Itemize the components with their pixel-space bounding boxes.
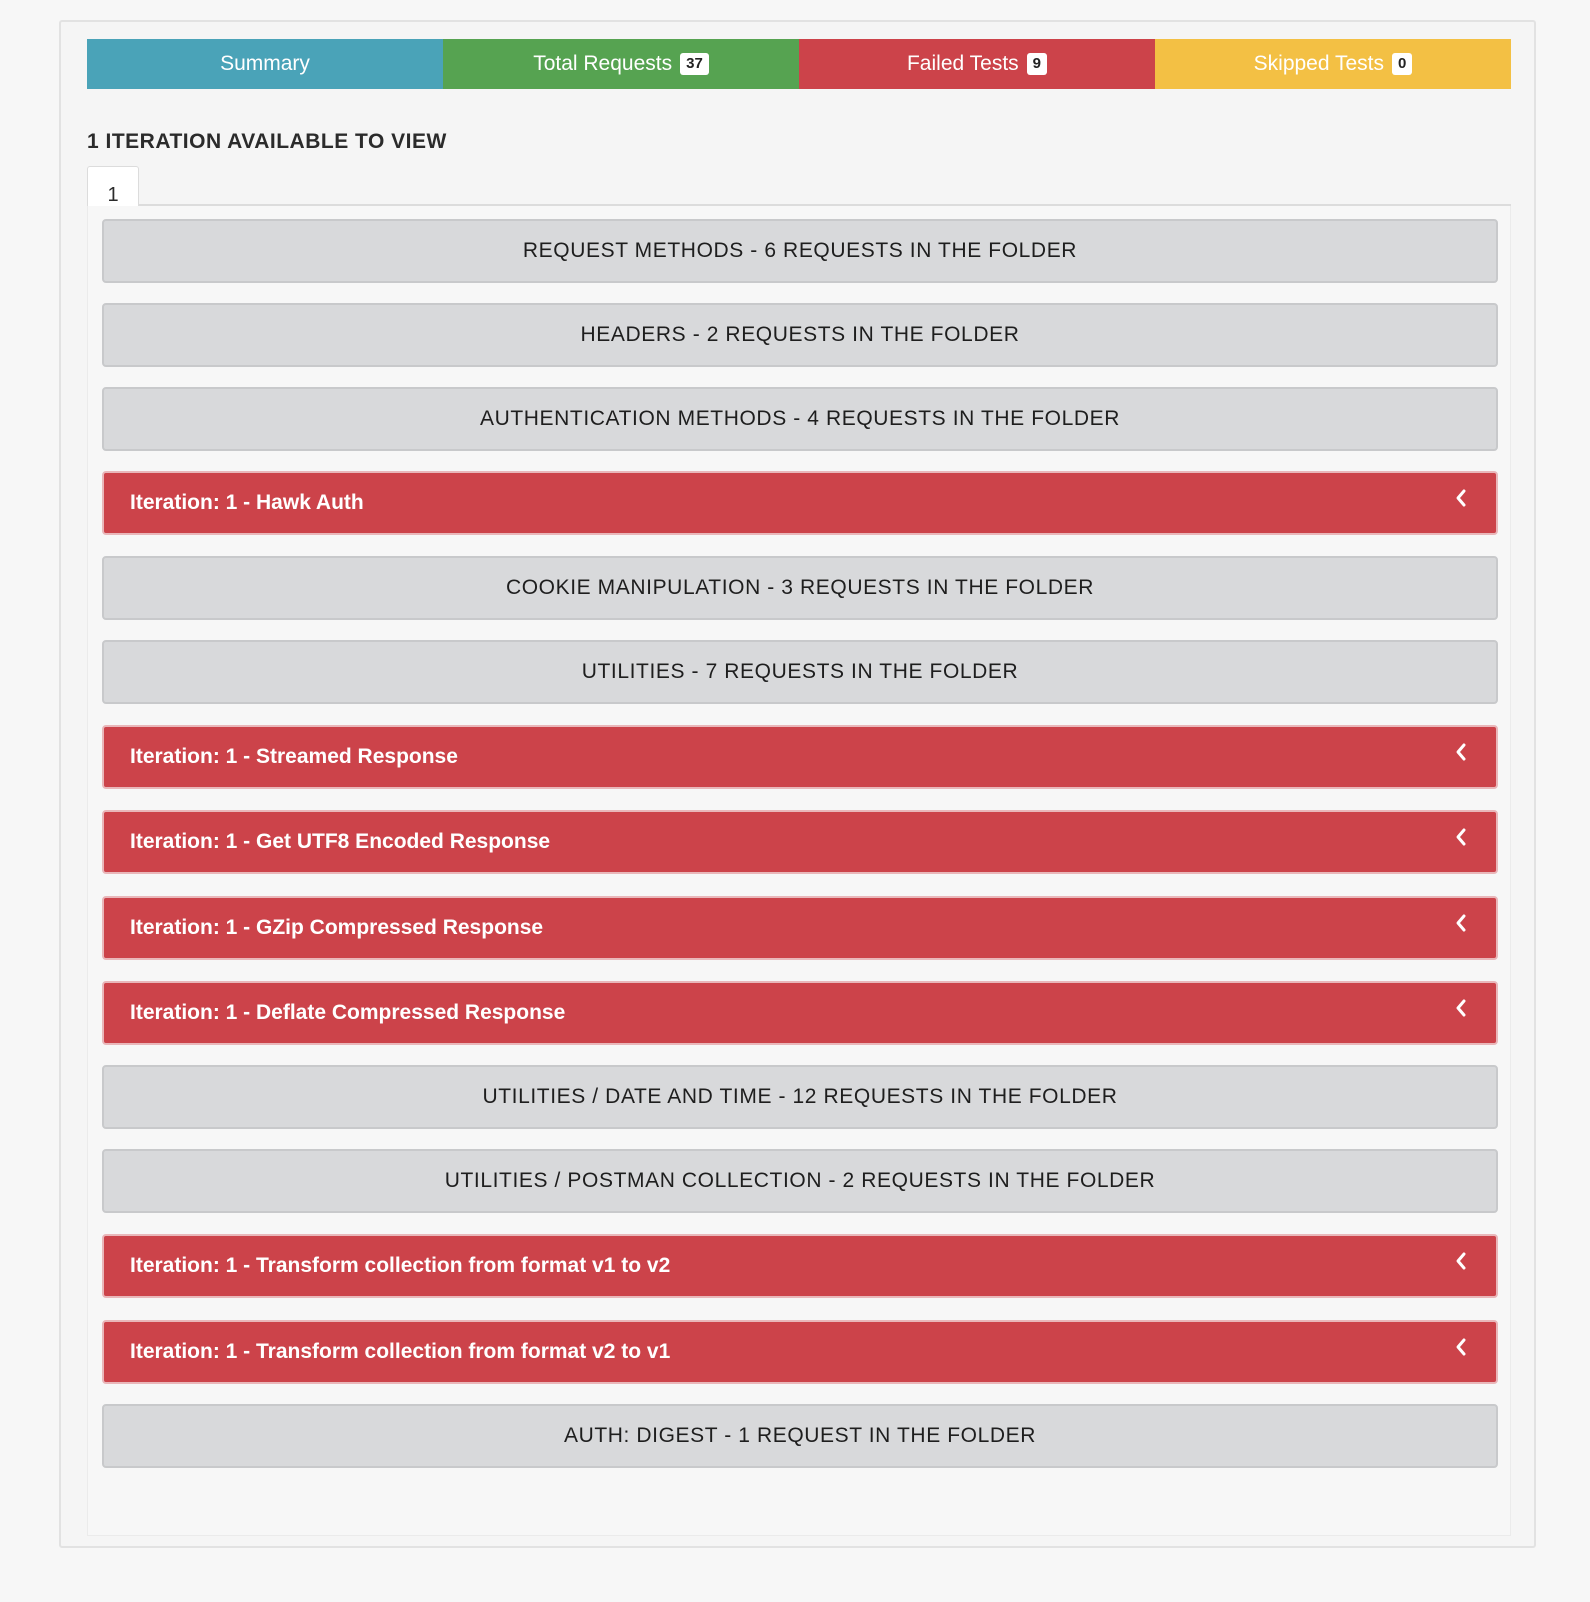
failed-request-label: Iteration: 1 - Get UTF8 Encoded Response (130, 830, 551, 853)
folder-row[interactable] (102, 219, 1498, 283)
failed-request-label: Iteration: 1 - Transform collection from format v1 to v2 (130, 1254, 671, 1277)
failed-request-label: Iteration: 1 - GZip Compressed Response (130, 916, 544, 939)
iteration-results-list (87, 206, 1511, 1536)
report-panel (59, 20, 1536, 1548)
folder-row-label: UTILITIES - 7 REQUESTS IN THE FOLDER (581, 660, 1019, 683)
failed-request-label: Iteration: 1 - Transform collection from format v2 to v1 (130, 1340, 671, 1363)
tab-total-requests[interactable] (443, 39, 799, 89)
failed-request-label: Iteration: 1 - Hawk Auth (130, 491, 364, 514)
tab-summary[interactable] (87, 39, 443, 89)
failed-request-label: Iteration: 1 - Deflate Compressed Response (130, 1001, 566, 1024)
chevron-left-icon[interactable] (1452, 912, 1470, 934)
skipped-tests-count-badge: 0 (1392, 53, 1412, 75)
tab-iteration-1[interactable]: 1 (87, 166, 139, 226)
chevron-left-icon[interactable] (1452, 487, 1470, 509)
chevron-left-icon[interactable] (1452, 826, 1470, 848)
tab-summary-label: Summary (220, 52, 310, 75)
tab-failed-tests[interactable] (799, 39, 1155, 89)
failed-request-row[interactable] (102, 896, 1498, 960)
failed-request-row[interactable] (102, 471, 1498, 535)
folder-row[interactable] (102, 303, 1498, 367)
chevron-left-icon[interactable] (1452, 1250, 1470, 1272)
failed-request-row[interactable] (102, 810, 1498, 874)
tab-skipped-tests[interactable] (1155, 39, 1511, 89)
chevron-left-icon[interactable] (1452, 741, 1470, 763)
folder-row[interactable] (102, 1404, 1498, 1468)
folder-row[interactable] (102, 640, 1498, 704)
folder-row[interactable] (102, 387, 1498, 451)
folder-row[interactable] (102, 1065, 1498, 1129)
iterations-heading: 1 ITERATION AVAILABLE TO VIEW (87, 130, 447, 153)
iteration-tabs (87, 146, 1511, 206)
folder-row-label: HEADERS - 2 REQUESTS IN THE FOLDER (580, 323, 1020, 346)
failed-request-label: Iteration: 1 - Streamed Response (130, 745, 458, 768)
failed-request-row[interactable] (102, 981, 1498, 1045)
folder-row-label: UTILITIES / POSTMAN COLLECTION - 2 REQUESTS IN THE FOLDER (444, 1169, 1156, 1192)
folder-row-label: COOKIE MANIPULATION - 3 REQUESTS IN THE FOLDER (505, 576, 1095, 599)
failed-request-row[interactable] (102, 725, 1498, 789)
chevron-left-icon[interactable] (1452, 1336, 1470, 1358)
tab-skipped-tests-label: Skipped Tests (1253, 52, 1384, 75)
failed-request-row[interactable] (102, 1234, 1498, 1298)
failed-request-row[interactable] (102, 1320, 1498, 1384)
total-requests-count-badge: 37 (680, 53, 709, 75)
folder-row[interactable] (102, 1149, 1498, 1213)
folder-row-label: REQUEST METHODS - 6 REQUESTS IN THE FOLDER (522, 239, 1078, 262)
folder-row-label: AUTH: DIGEST - 1 REQUEST IN THE FOLDER (563, 1424, 1037, 1447)
tab-failed-tests-label: Failed Tests (906, 52, 1019, 75)
chevron-left-icon[interactable] (1452, 997, 1470, 1019)
folder-row-label: UTILITIES / DATE AND TIME - 12 REQUESTS IN THE FOLDER (482, 1085, 1118, 1108)
tab-total-requests-label: Total Requests (533, 52, 673, 75)
report-nav-tabs (87, 39, 1511, 89)
failed-tests-count-badge: 9 (1027, 53, 1047, 75)
folder-row[interactable] (102, 556, 1498, 620)
folder-row-label: AUTHENTICATION METHODS - 4 REQUESTS IN THE FOLDER (479, 407, 1120, 430)
